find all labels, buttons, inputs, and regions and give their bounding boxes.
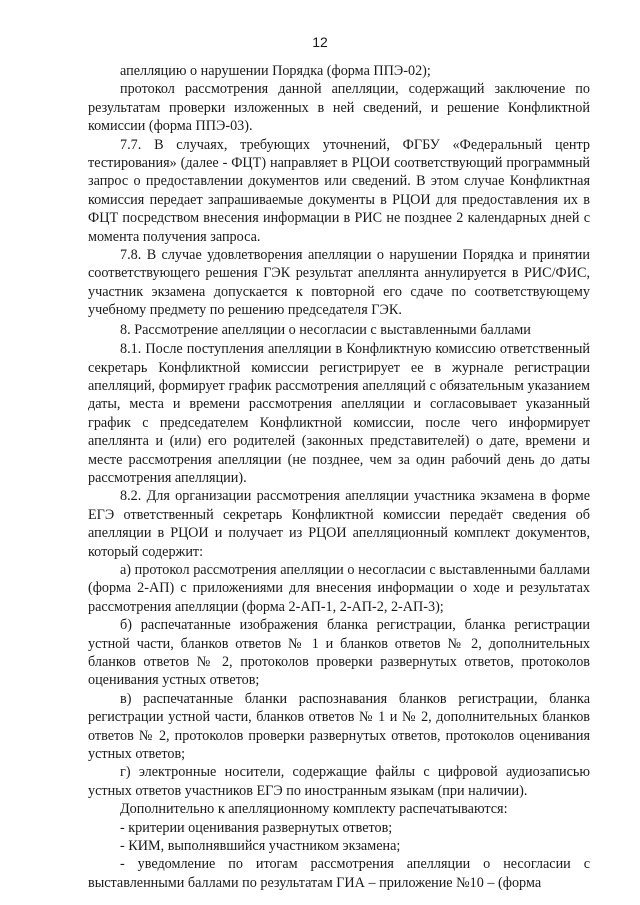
paragraph: Дополнительно к апелляционному комплекту распечатываются: xyxy=(120,801,508,818)
list-item: - уведомление по итогам рассмотрения апелляции о несогласии с выставленными баллами по результатам ГИА – приложение №10 – (форма xyxy=(88,856,590,891)
paragraph: 8.2. Для организации рассмотрения апелляции участника экзамена в форме ЕГЭ ответственный секретарь Конфликтной комиссии передаёт сведения об апелляции в РЦОИ и получает из РЦОИ апелляционный комплект документов, который содержит: xyxy=(88,488,590,560)
paragraph: 7.7. В случаях, требующих уточнений, ФГБУ «Федеральный центр тестирования» (далее - ФЦТ) направляет в РЦОИ соответствующий программный запрос о предоставлении документов или сведений. В этом случае Конфликтная комиссия передает запрашиваемые документы в РЦОИ для предоставления их в ФЦТ посредством внесения информации в РИС не позднее 2 календарных дней с момента получения запроса. xyxy=(88,136,590,245)
list-item: а) протокол рассмотрения апелляции о несогласии с выставленными баллами (форма 2-АП) с приложениями для внесения информации о ходе и результатах рассмотрения апелляции (форма 2-АП-1, 2-АП-2, 2-АП-3); xyxy=(88,561,590,615)
paragraph: 7.8. В случае удовлетворения апелляции о нарушении Порядка и принятии соответствующего решения ГЭК результат апеллянта аннулируется в РИС/ФИС, участник экзамена допускается к повторной его сдаче по соответствующему учебному предмету по решению председателя ГЭК. xyxy=(88,247,590,319)
list-item: г) электронные носители, содержащие файлы с цифровой аудиозаписью устных ответов участников ЕГЭ по иностранным языкам (при наличии). xyxy=(88,764,590,799)
page-number: 12 xyxy=(312,34,328,50)
document-body xyxy=(88,62,590,892)
list-item: - КИМ, выполнявшийся участником экзамена; xyxy=(120,838,401,855)
section-heading: 8. Рассмотрение апелляции о несогласии с выставленными баллами xyxy=(120,321,531,338)
paragraph: апелляцию о нарушении Порядка (форма ППЭ-02); xyxy=(120,63,431,79)
list-item: в) распечатанные бланки распознавания бланков регистрации, бланка регистрации устной части, бланков ответов № 1 и № 2, дополнительных бланков ответов № 2, протоколов проверки развернутых ответов, протоколов оценивания устных ответов; xyxy=(88,690,590,763)
paragraph: 8.1. После поступления апелляции в Конфликтную комиссию ответственный секретарь Конфликтной комиссии регистрирует ее в журнале регистрации апелляций, формирует график рассмотрения апелляций с обязательным указанием даты, места и времени рассмотрения апелляции и согласовывает указанный график с председателем Конфликтной комиссии, после чего информирует апеллянта и (или) его родителей (законных представителей) о дате, времени и месте рассмотрения апелляции (не позднее, чем за один рабочий день до даты рассмотрения апелляции). xyxy=(88,341,590,486)
paragraph: протокол рассмотрения данной апелляции, содержащий заключение по результатам проверки изложенных в ней сведений, и решение Конфликтной комиссии (форма ППЭ-03). xyxy=(88,81,590,135)
list-item: б) распечатанные изображения бланка регистрации, бланка регистрации устной части, бланков ответов № 1 и бланков ответов № 2, дополнительных бланков ответов № 2, протоколов проверки развернутых ответов, протоколов оценивания устных ответов; xyxy=(88,617,590,689)
list-item: - критерии оценивания развернутых ответов; xyxy=(120,819,393,836)
